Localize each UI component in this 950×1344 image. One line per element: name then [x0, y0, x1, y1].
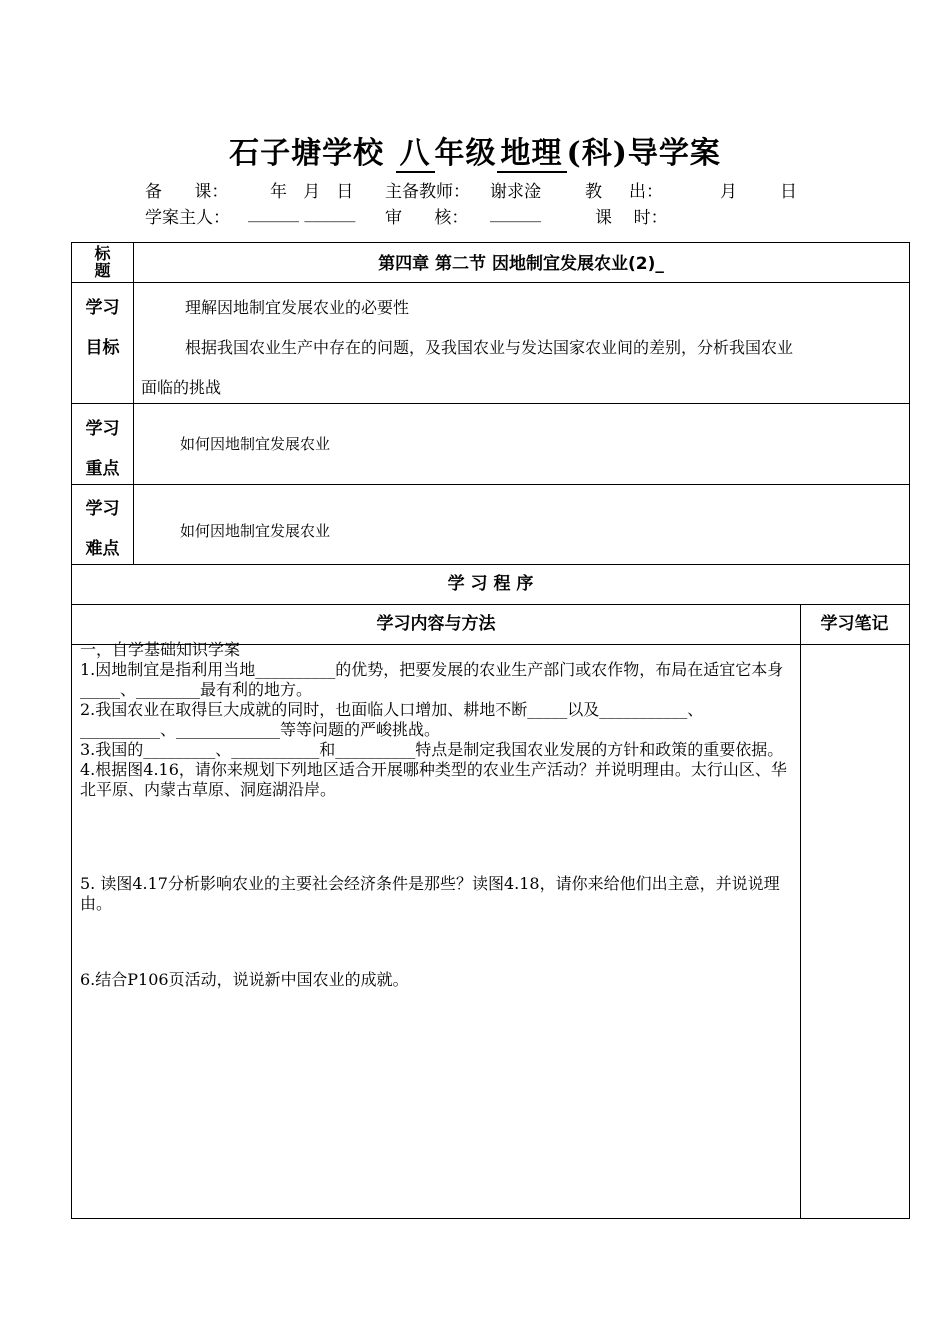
owner-blanks: ______ ______ — [248, 203, 356, 223]
subject-field: 地理 — [497, 136, 567, 173]
question-3: 3.我国的_________、___________和__________特点是制定我国农业发展的方针和政策的重要依据。 — [80, 740, 784, 759]
key-label-1: 学习 — [85, 419, 120, 439]
period-label: 课 时： — [595, 208, 668, 228]
question-2: 2.我国农业在取得巨大成就的同时，也面临人口增加、耕地不断_____以及___________、__________、_____________等等问题的严峻挑战。 — [80, 700, 704, 739]
title-label-text: 标题 — [94, 244, 111, 280]
rule — [72, 484, 909, 485]
goals-text — [141, 288, 906, 408]
question-6: 6.结合P106页活动，说说新中国农业的成就。 — [80, 970, 409, 989]
difficulty-text: 如何因地制宜发展农业 — [180, 522, 331, 540]
rule — [800, 604, 801, 1219]
notes-header: 学习笔记 — [820, 614, 889, 634]
goals-label-1: 学习 — [85, 298, 120, 318]
worksheet-content — [80, 640, 795, 990]
title-label — [72, 243, 133, 282]
key-label-2: 重点 — [85, 459, 120, 479]
teacher-label: 主备教师： — [385, 182, 470, 202]
out-label: 教 出： — [585, 182, 664, 202]
goals-label — [72, 288, 133, 368]
question-1: 1.因地制宜是指利用当地__________的优势，把要发展的农业生产部门或农作物，布局在适宜它本身_____、________最有利的地方。 — [80, 660, 784, 699]
owner-label: 学案主人： — [145, 208, 230, 228]
prep-date: 年 月 日 — [270, 182, 354, 202]
content-header: 学习内容与方法 — [376, 614, 496, 634]
difficulty-label — [72, 489, 133, 569]
key-text: 如何因地制宜发展农业 — [180, 435, 331, 453]
section-heading: 一，自学基础知识学案 — [80, 640, 241, 659]
goals-label-2: 目标 — [85, 338, 120, 358]
review-label: 审 核： — [385, 208, 469, 228]
goal-2: 根据我国农业生产中存在的问题，及我国农业与发达国家农业间的差别，分析我国农业 — [185, 338, 794, 357]
out-day: 日 — [780, 182, 797, 202]
question-4: 4.根据图4.16，请你来规划下列地区适合开展哪种类型的农业生产活动？并说明理由。太行山区、华北平原、内蒙古草原、洞庭湖沿岸。 — [80, 760, 787, 799]
school-name: 石子塘学校 — [229, 136, 385, 171]
prep-label: 备 课： — [145, 182, 229, 202]
review-blank: ______ — [490, 203, 541, 223]
out-month: 月 — [720, 182, 737, 202]
key-label — [72, 409, 133, 489]
teacher-name: 谢求淦 — [490, 182, 541, 202]
procedure-heading: 学 习 程 序 — [447, 574, 534, 594]
goal-2-cont: 面临的挑战 — [141, 378, 222, 397]
goal-1: 理解因地制宜发展农业的必要性 — [185, 298, 410, 317]
difficulty-label-1: 学习 — [85, 499, 120, 519]
grade-suffix: 年级 — [434, 136, 497, 171]
page-title — [0, 128, 950, 172]
question-5: 5. 读图4.17分析影响农业的主要社会经济条件是那些？读图4.18，请你来给他们出主意，并说说理由。 — [80, 874, 780, 913]
difficulty-label-2: 难点 — [85, 539, 120, 559]
lesson-title: 第四章 第二节 因地制宜发展农业(2)_ — [378, 254, 664, 274]
rule — [72, 282, 909, 283]
grade-field: 八 — [396, 136, 435, 173]
doc-type: (科)导学案 — [566, 136, 721, 171]
rule — [133, 243, 134, 564]
